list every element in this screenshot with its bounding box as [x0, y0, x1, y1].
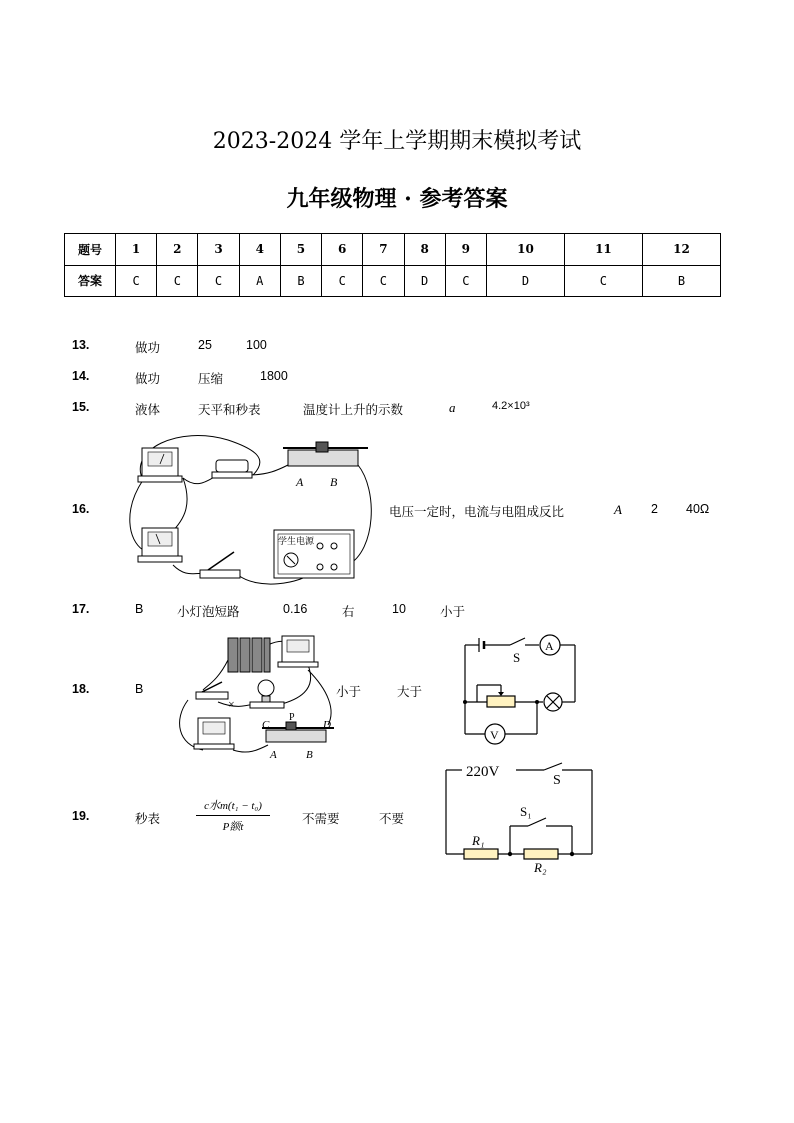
formula-numerator: c水m(t₁ − t₀) — [196, 797, 270, 816]
terminal-label-a: A — [270, 749, 277, 761]
table-cell: 7 — [363, 234, 404, 266]
answer-18 — [0, 682, 794, 702]
question-number: 17. — [72, 602, 90, 616]
voltage-label: 220V — [466, 764, 500, 780]
wire — [173, 565, 203, 575]
answer-text: 秒表 — [135, 811, 161, 826]
table-cell: C — [157, 265, 198, 297]
table-cell: D — [486, 265, 564, 297]
power-supply-label: 学生电源 — [278, 536, 315, 546]
rheostat-icon — [283, 442, 368, 466]
table-cell: B — [642, 265, 720, 297]
table-cell: 10 — [486, 234, 564, 266]
answer-13 — [0, 338, 794, 358]
question-number: 14. — [72, 369, 90, 383]
table-cell: C — [116, 265, 157, 297]
slider-label-p: P — [289, 712, 295, 723]
document-subtitle: 九年级物理 · 参考答案 — [286, 186, 508, 212]
answer-text: 做功 — [135, 340, 161, 355]
answer-text: a — [449, 400, 456, 415]
answer-text: 小于 — [336, 684, 362, 699]
ammeter-icon — [138, 528, 182, 562]
table-cell: 12 — [642, 234, 720, 266]
answer-text: 小灯泡短路 — [177, 604, 240, 619]
resistor-label-r1: R₁ — [472, 833, 485, 848]
resistor-label-r2: R₂ — [534, 860, 547, 875]
table-cell: 5 — [280, 234, 321, 266]
answer-text: 1800 — [260, 369, 288, 383]
table-cell: 2 — [157, 234, 198, 266]
voltmeter-icon — [138, 448, 182, 482]
answer-text: 40Ω — [686, 502, 710, 516]
table-cell: 11 — [564, 234, 642, 266]
answer-text: 小于 — [440, 604, 466, 619]
switch-label: S — [513, 650, 521, 665]
circuit-diagram-18 — [455, 630, 585, 745]
voltmeter-icon — [278, 636, 318, 667]
question-number: 16. — [72, 502, 90, 516]
answer-text: 0.16 — [283, 602, 308, 616]
answer-text: 10 — [392, 602, 406, 616]
answer-text: 电压一定时，电流与电阻成反比 — [389, 504, 565, 519]
answer-text: 2 — [651, 502, 658, 516]
answer-19 — [0, 809, 794, 829]
answer-15 — [0, 400, 794, 420]
answer-text: 天平和秒表 — [198, 402, 261, 417]
table-cell: B — [280, 265, 321, 297]
table-cell: 8 — [404, 234, 445, 266]
document-title: 2023-2024 学年上学期期末模拟考试 — [212, 129, 582, 154]
table-cell: C — [322, 265, 363, 297]
answer-text: 温度计上升的示数 — [303, 402, 404, 417]
terminal-label-c: C — [262, 719, 270, 731]
table-cell: C — [363, 265, 404, 297]
voltmeter-label: V — [490, 728, 499, 742]
question-number: 13. — [72, 338, 90, 352]
terminal-label-a: A — [296, 475, 304, 489]
switch-label-s1: S₁ — [520, 804, 532, 819]
table-cell: 6 — [322, 234, 363, 266]
ammeter-label: A — [545, 639, 554, 653]
question-number: 19. — [72, 809, 90, 823]
row-label-answer: 答案 — [65, 265, 116, 297]
switch-icon — [200, 552, 240, 578]
table-cell: C — [445, 265, 486, 297]
answer-text: 不需要 — [302, 811, 340, 826]
table-cell: A — [239, 265, 280, 297]
table-cell: 3 — [198, 234, 239, 266]
answer-17 — [0, 602, 794, 622]
answer-text: B — [135, 602, 144, 616]
table-row — [65, 265, 721, 297]
terminal-label-d: D — [323, 719, 331, 731]
answer-text: A — [614, 502, 622, 517]
answer-text: B — [135, 682, 144, 696]
resistor-icon — [212, 460, 252, 478]
battery-icon — [228, 638, 270, 672]
answer-table — [64, 233, 721, 297]
table-cell: 4 — [239, 234, 280, 266]
formula-denominator: P额t — [222, 821, 244, 833]
table-cell: C — [198, 265, 239, 297]
formula — [196, 797, 270, 834]
ammeter-icon — [194, 718, 234, 749]
answer-text: 液体 — [135, 402, 161, 417]
answer-16 — [0, 502, 794, 522]
table-cell: 1 — [116, 234, 157, 266]
answer-text: 4.2×10³ — [492, 400, 530, 412]
answer-text: 右 — [342, 604, 355, 619]
answer-text: 100 — [246, 338, 267, 352]
answer-text: 不要 — [379, 811, 405, 826]
answer-14 — [0, 369, 794, 389]
terminal-label-b: B — [306, 749, 313, 761]
answer-text: 大于 — [397, 684, 423, 699]
table-cell: C — [564, 265, 642, 297]
answer-text: 做功 — [135, 371, 161, 386]
row-label-number: 题号 — [65, 234, 116, 266]
switch-label: S — [553, 773, 561, 788]
answer-text: 25 — [198, 338, 212, 352]
table-row — [65, 234, 721, 266]
answer-text: 压缩 — [198, 371, 224, 386]
question-number: 15. — [72, 400, 90, 414]
terminal-label-b: B — [330, 475, 338, 489]
table-cell: 9 — [445, 234, 486, 266]
cross-mark-icon: × — [228, 697, 235, 711]
table-cell: D — [404, 265, 445, 297]
question-number: 18. — [72, 682, 90, 696]
